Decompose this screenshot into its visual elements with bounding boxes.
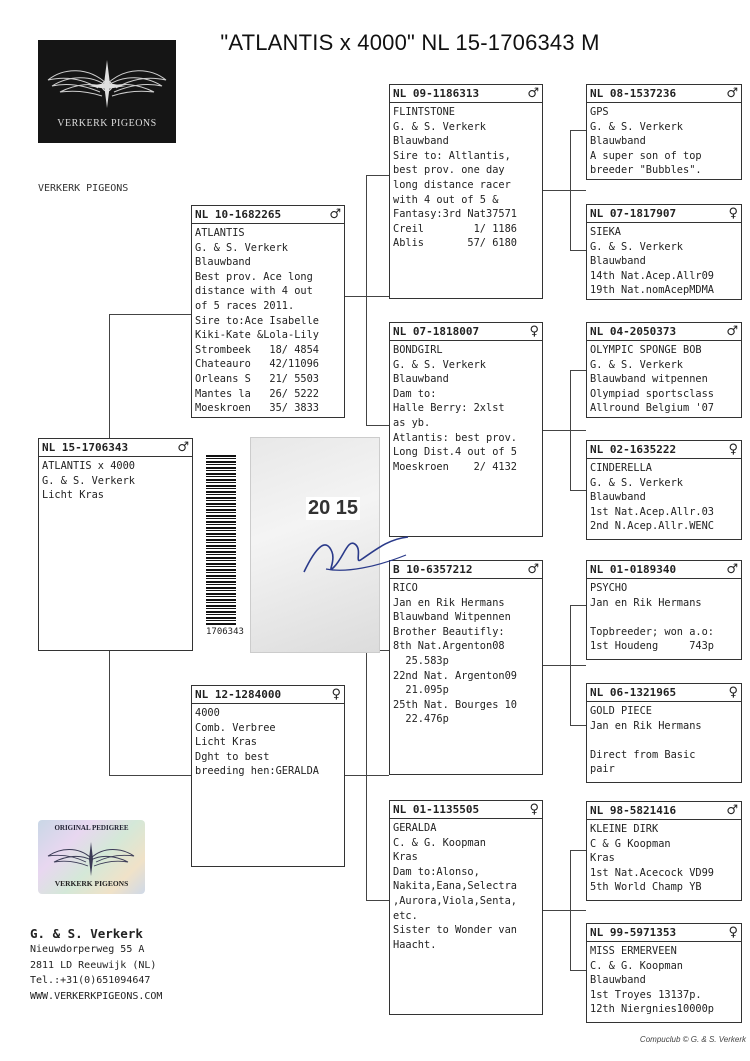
ring-number: NL 06-1321965 — [590, 686, 677, 699]
ring-header — [390, 801, 542, 819]
connector-line — [543, 430, 586, 431]
ring-number: NL 07-1818007 — [393, 325, 480, 338]
ring-header — [587, 323, 741, 341]
barcode — [206, 455, 236, 625]
pigeon-name: RICO — [393, 582, 418, 594]
sex-symbol-icon: ♂ — [329, 207, 341, 222]
pigeon-detail-line: breeding hen:GERALDA — [195, 765, 319, 778]
ring-header — [587, 561, 741, 579]
ring-header — [587, 441, 741, 459]
pigeon-detail-line: with 4 out of 5 & — [393, 193, 499, 206]
pigeon-detail-line: C & G Koopman — [590, 837, 671, 850]
ring-number: NL 01-0189340 — [590, 563, 677, 576]
hologram-bottom-text: VERKERK PIGEONS — [54, 879, 129, 888]
pigeon-detail-line: Nakita,Eana,Selectra — [393, 880, 517, 893]
pigeon-box-sd-dam — [586, 440, 742, 540]
ring-header — [192, 206, 344, 224]
pigeon-box-dd-dam — [586, 923, 742, 1023]
pigeon-detail-line: Blauwband — [393, 373, 449, 386]
connector-line — [570, 850, 571, 970]
pigeon-detail-line: 12th Niergnies10000p — [590, 1003, 714, 1016]
pigeon-name: GERALDA — [393, 822, 437, 834]
connector-line — [570, 725, 586, 726]
connector-line — [570, 130, 586, 131]
pigeon-detail-line: Sister to Wonder van — [393, 924, 517, 937]
ring-header — [587, 85, 741, 103]
pigeon-detail-line: 8th Nat.Argenton08 — [393, 640, 505, 653]
pigeon-name: GPS — [590, 106, 609, 118]
ring-number: 1706343 — [206, 627, 244, 637]
pigeon-detail-line: breeder "Bubbles". — [590, 164, 702, 177]
pigeon-box-ss-sire — [586, 84, 742, 180]
pigeon-detail-line: Blauwband — [590, 135, 646, 148]
pigeon-box-ds-dam — [586, 683, 742, 783]
pigeon-detail-line: 25th Nat. Bourges 10 — [393, 698, 517, 711]
pigeon-name: ATLANTIS x 4000 — [42, 460, 135, 472]
pigeon-detail-line: G. & S. Verkerk — [42, 474, 135, 487]
pigeon-detail-line: A super son of top — [590, 149, 702, 162]
pigeon-detail-line: distance with 4 out — [195, 285, 313, 298]
pigeon-detail-line: Blauwband — [195, 256, 251, 269]
sex-symbol-icon: ♂ — [726, 803, 738, 818]
connector-line — [366, 425, 389, 426]
pigeon-detail-line: Sire to:Ace Isabelle — [195, 314, 319, 327]
ring-number: NL 10-1682265 — [195, 208, 282, 221]
pigeon-detail-line: Licht Kras — [195, 736, 257, 749]
pigeon-detail-line: Kras — [590, 852, 615, 865]
ring-card — [196, 437, 386, 651]
pigeon-detail-line: G. & S. Verkerk — [590, 358, 683, 371]
pigeon-name: MISS ERMERVEEN — [590, 945, 677, 957]
ring-header — [39, 439, 192, 457]
pigeon-box-sire-sire — [389, 84, 543, 299]
pigeon-name: BONDGIRL — [393, 344, 443, 356]
connector-line — [570, 490, 586, 491]
pigeon-detail-line: Dght to best — [195, 750, 270, 763]
ring-header — [587, 924, 741, 942]
signature-icon — [296, 517, 416, 587]
pigeon-box-sire — [191, 205, 345, 418]
pigeon-detail-line: Blauwband — [590, 974, 646, 987]
connector-line — [570, 970, 586, 971]
pigeon-box-dam-dam — [389, 800, 543, 1015]
connector-line — [570, 850, 586, 851]
connector-line — [570, 605, 586, 606]
breeder-city: 2811 LD Reeuwijk (NL) — [30, 959, 157, 971]
pigeon-detail-line: 1st Troyes 13137p. — [590, 988, 702, 1001]
pigeon-detail-line: best prov. one day — [393, 164, 505, 177]
sex-symbol-icon: ♀ — [728, 685, 738, 700]
pigeon-detail-line: Moeskroen 35/ 3833 — [195, 402, 319, 415]
pigeon-detail-line: 25.583p — [393, 654, 449, 667]
pigeon-detail-line: Blauwband Witpennen — [393, 611, 511, 624]
pigeon-detail-line: Strombeek 18/ 4854 — [195, 343, 319, 356]
connector-line — [543, 665, 586, 666]
pigeon-detail-line: Blauwband — [590, 491, 646, 504]
pigeon-detail-line: 1st Nat.Acecock VD99 — [590, 866, 714, 879]
connector-line — [366, 900, 389, 901]
connector-line — [109, 651, 110, 775]
original-pedigree-hologram — [38, 820, 145, 894]
ring-header — [390, 323, 542, 341]
pigeon-detail-line: Jan en Rik Hermans — [590, 719, 702, 732]
hologram-top-text: ORIGINAL PEDIGREE — [54, 824, 129, 832]
pigeon-box-ds-sire — [586, 560, 742, 660]
connector-line — [366, 650, 367, 900]
pigeon-detail-line: pair — [590, 763, 615, 776]
pigeon-detail-line: long distance racer — [393, 178, 511, 191]
pigeon-detail-line: Direct from Basic — [590, 748, 696, 761]
logo-text: VERKERK PIGEONS — [57, 118, 157, 129]
breeder-website[interactable]: WWW.VERKERKPIGEONS.COM — [30, 990, 163, 1002]
pigeon-detail-line: 14th Nat.Acep.Allr09 — [590, 269, 714, 282]
sex-symbol-icon: ♂ — [726, 86, 738, 101]
ring-number: NL 07-1817907 — [590, 207, 677, 220]
pigeon-detail-line: Licht Kras — [42, 489, 104, 502]
pigeon-detail-line: Mantes la 26/ 5222 — [195, 387, 319, 400]
pigeon-detail-line: of 5 races 2011. — [195, 299, 295, 312]
pigeon-detail-line: 19th Nat.nomAcepMDMA — [590, 284, 714, 297]
pigeon-name: KLEINE DIRK — [590, 823, 659, 835]
pigeon-detail-line: Dam to: — [393, 387, 437, 400]
ring-number: NL 04-2050373 — [590, 325, 677, 338]
pigeon-detail-line: Jan en Rik Hermans — [590, 596, 702, 609]
pigeon-name: OLYMPIC SPONGE BOB — [590, 344, 702, 356]
breeder-phone: Tel.:+31(0)651094647 — [30, 975, 151, 986]
connector-line — [570, 250, 586, 251]
winged-emblem-icon — [38, 834, 145, 884]
breeder-contact — [30, 926, 162, 1004]
verkerk-logo — [38, 40, 176, 143]
connector-line — [345, 775, 389, 776]
ring-number: NL 12-1284000 — [195, 688, 282, 701]
pigeon-detail-line: Blauwband — [393, 135, 449, 148]
breeder-name: G. & S. Verkerk — [30, 926, 143, 941]
sex-symbol-icon: ♀ — [728, 925, 738, 940]
pigeon-detail-line: etc. — [393, 909, 418, 922]
pigeon-box-dam — [191, 685, 345, 867]
pigeon-detail-line: Kras — [393, 851, 418, 864]
connector-line — [570, 605, 571, 725]
pigeon-box-ss-dam — [586, 204, 742, 300]
connector-line — [345, 296, 389, 297]
pigeon-detail-line — [590, 733, 738, 748]
sex-symbol-icon: ♂ — [177, 440, 189, 455]
pigeon-detail-line — [590, 610, 738, 625]
pigeon-detail-line: G. & S. Verkerk — [195, 241, 288, 254]
pigeon-detail-line: Dam to:Alonso, — [393, 865, 480, 878]
pigeon-name: 4000 — [195, 707, 220, 719]
pigeon-detail-line: Orleans S 21/ 5503 — [195, 372, 319, 385]
pigeon-detail-line: 1st Houdeng 743p — [590, 640, 714, 653]
pigeon-detail-line: ,Aurora,Viola,Senta, — [393, 894, 517, 907]
sex-symbol-icon: ♀ — [331, 687, 341, 702]
ring-number: NL 15-1706343 — [42, 441, 129, 454]
pigeon-detail-line: 5th World Champ YB — [590, 881, 702, 894]
winged-compass-icon — [38, 46, 176, 126]
pigeon-detail-line: Halle Berry: 2xlst — [393, 402, 505, 415]
pedigree-title: "ATLANTIS x 4000" NL 15-1706343 M — [220, 30, 600, 55]
pigeon-name: PSYCHO — [590, 582, 628, 594]
pigeon-box-dd-sire — [586, 801, 742, 901]
ring-header — [587, 802, 741, 820]
sex-symbol-icon: ♀ — [728, 442, 738, 457]
pigeon-detail-line: Blauwband witpennen — [590, 373, 708, 386]
pigeon-detail-line: 1st Nat.Acep.Allr.03 — [590, 505, 714, 518]
connector-line — [109, 314, 192, 315]
sex-symbol-icon: ♀ — [728, 206, 738, 221]
connector-line — [543, 910, 586, 911]
pigeon-detail-line: Olympiad sportsclass — [590, 387, 714, 400]
ring-header — [192, 686, 344, 704]
sex-symbol-icon: ♀ — [529, 324, 539, 339]
pigeon-detail-line: Sire to: Altlantis, — [393, 149, 511, 162]
pigeon-box-dam-sire — [389, 560, 543, 775]
pigeon-detail-line: G. & S. Verkerk — [393, 120, 486, 133]
pigeon-detail-line: Fantasy:3rd Nat37571 — [393, 208, 517, 221]
pigeon-detail-line: Ablis 57/ 6180 — [393, 237, 517, 250]
ring-number: NL 01-1135505 — [393, 803, 480, 816]
ring-number: B 10-6357212 — [393, 563, 473, 576]
pigeon-detail-line: G. & S. Verkerk — [393, 358, 486, 371]
pigeon-name: ATLANTIS — [195, 227, 245, 239]
pigeon-name: GOLD PIECE — [590, 705, 652, 717]
connector-line — [366, 175, 367, 425]
connector-line — [570, 370, 571, 490]
pigeon-detail-line: Allround Belgium '07 — [590, 402, 714, 415]
sex-symbol-icon: ♀ — [529, 802, 539, 817]
pigeon-detail-line: C. & G. Koopman — [590, 959, 683, 972]
pigeon-detail-line: Atlantis: best prov. — [393, 431, 517, 444]
pigeon-detail-line: 21.095p — [393, 684, 449, 697]
pigeon-detail-line: Comb. Verbree — [195, 721, 276, 734]
pigeon-detail-line: 22.476p — [393, 713, 449, 726]
pigeon-name: CINDERELLA — [590, 462, 652, 474]
connector-line — [109, 314, 110, 438]
ring-number: NL 98-5821416 — [590, 804, 677, 817]
sex-symbol-icon: ♂ — [726, 562, 738, 577]
sex-symbol-icon: ♂ — [527, 562, 539, 577]
pigeon-detail-line: Long Dist.4 out of 5 — [393, 446, 517, 459]
pigeon-detail-line: Jan en Rik Hermans — [393, 596, 505, 609]
ring-header — [587, 684, 741, 702]
footer-copyright: Compuclub © G. & S. Verkerk — [639, 1035, 746, 1044]
ring-number: NL 08-1537236 — [590, 87, 677, 100]
pigeon-detail-line: Creil 1/ 1186 — [393, 222, 517, 235]
breeder-label: VERKERK PIGEONS — [38, 183, 129, 194]
pigeon-detail-line: 2nd N.Acep.Allr.WENC — [590, 520, 714, 533]
sex-symbol-icon: ♂ — [726, 324, 738, 339]
pigeon-detail-line: Best prov. Ace long — [195, 270, 313, 283]
pigeon-detail-line: C. & G. Koopman — [393, 836, 486, 849]
pigeon-detail-line: Kiki-Kate &Lola-Lily — [195, 329, 319, 342]
pigeon-box-subject — [38, 438, 193, 651]
pigeon-detail-line: G. & S. Verkerk — [590, 476, 683, 489]
ring-header — [390, 85, 542, 103]
connector-line — [543, 190, 586, 191]
pigeon-detail-line: 22nd Nat. Argenton09 — [393, 669, 517, 682]
pigeon-box-sire-dam — [389, 322, 543, 537]
connector-line — [366, 175, 389, 176]
connector-line — [570, 130, 571, 250]
sex-symbol-icon: ♂ — [527, 86, 539, 101]
pigeon-detail-line: G. & S. Verkerk — [590, 240, 683, 253]
ring-header — [587, 205, 741, 223]
ring-number: NL 02-1635222 — [590, 443, 677, 456]
pigeon-detail-line: G. & S. Verkerk — [590, 120, 683, 133]
pigeon-detail-line: as yb. — [393, 416, 431, 429]
pigeon-detail-line: Haacht. — [393, 938, 437, 951]
pigeon-detail-line: Chateauro 42/11096 — [195, 358, 319, 371]
pigeon-detail-line: Brother Beautifly: — [393, 625, 505, 638]
pigeon-detail-line: Moeskroen 2/ 4132 — [393, 460, 517, 473]
pigeon-detail-line: Blauwband — [590, 255, 646, 268]
connector-line — [109, 775, 192, 776]
ring-number: NL 99-5971353 — [590, 926, 677, 939]
pigeon-name: FLINTSTONE — [393, 106, 455, 118]
connector-line — [570, 370, 586, 371]
pigeon-box-sd-sire — [586, 322, 742, 418]
breeder-address: Nieuwdorperweg 55 A — [30, 944, 145, 955]
ring-year: 20 15 — [308, 497, 359, 519]
pigeon-name: SIEKA — [590, 226, 621, 238]
pigeon-detail-line: Topbreeder; won a.o: — [590, 625, 714, 638]
ring-number: NL 09-1186313 — [393, 87, 480, 100]
